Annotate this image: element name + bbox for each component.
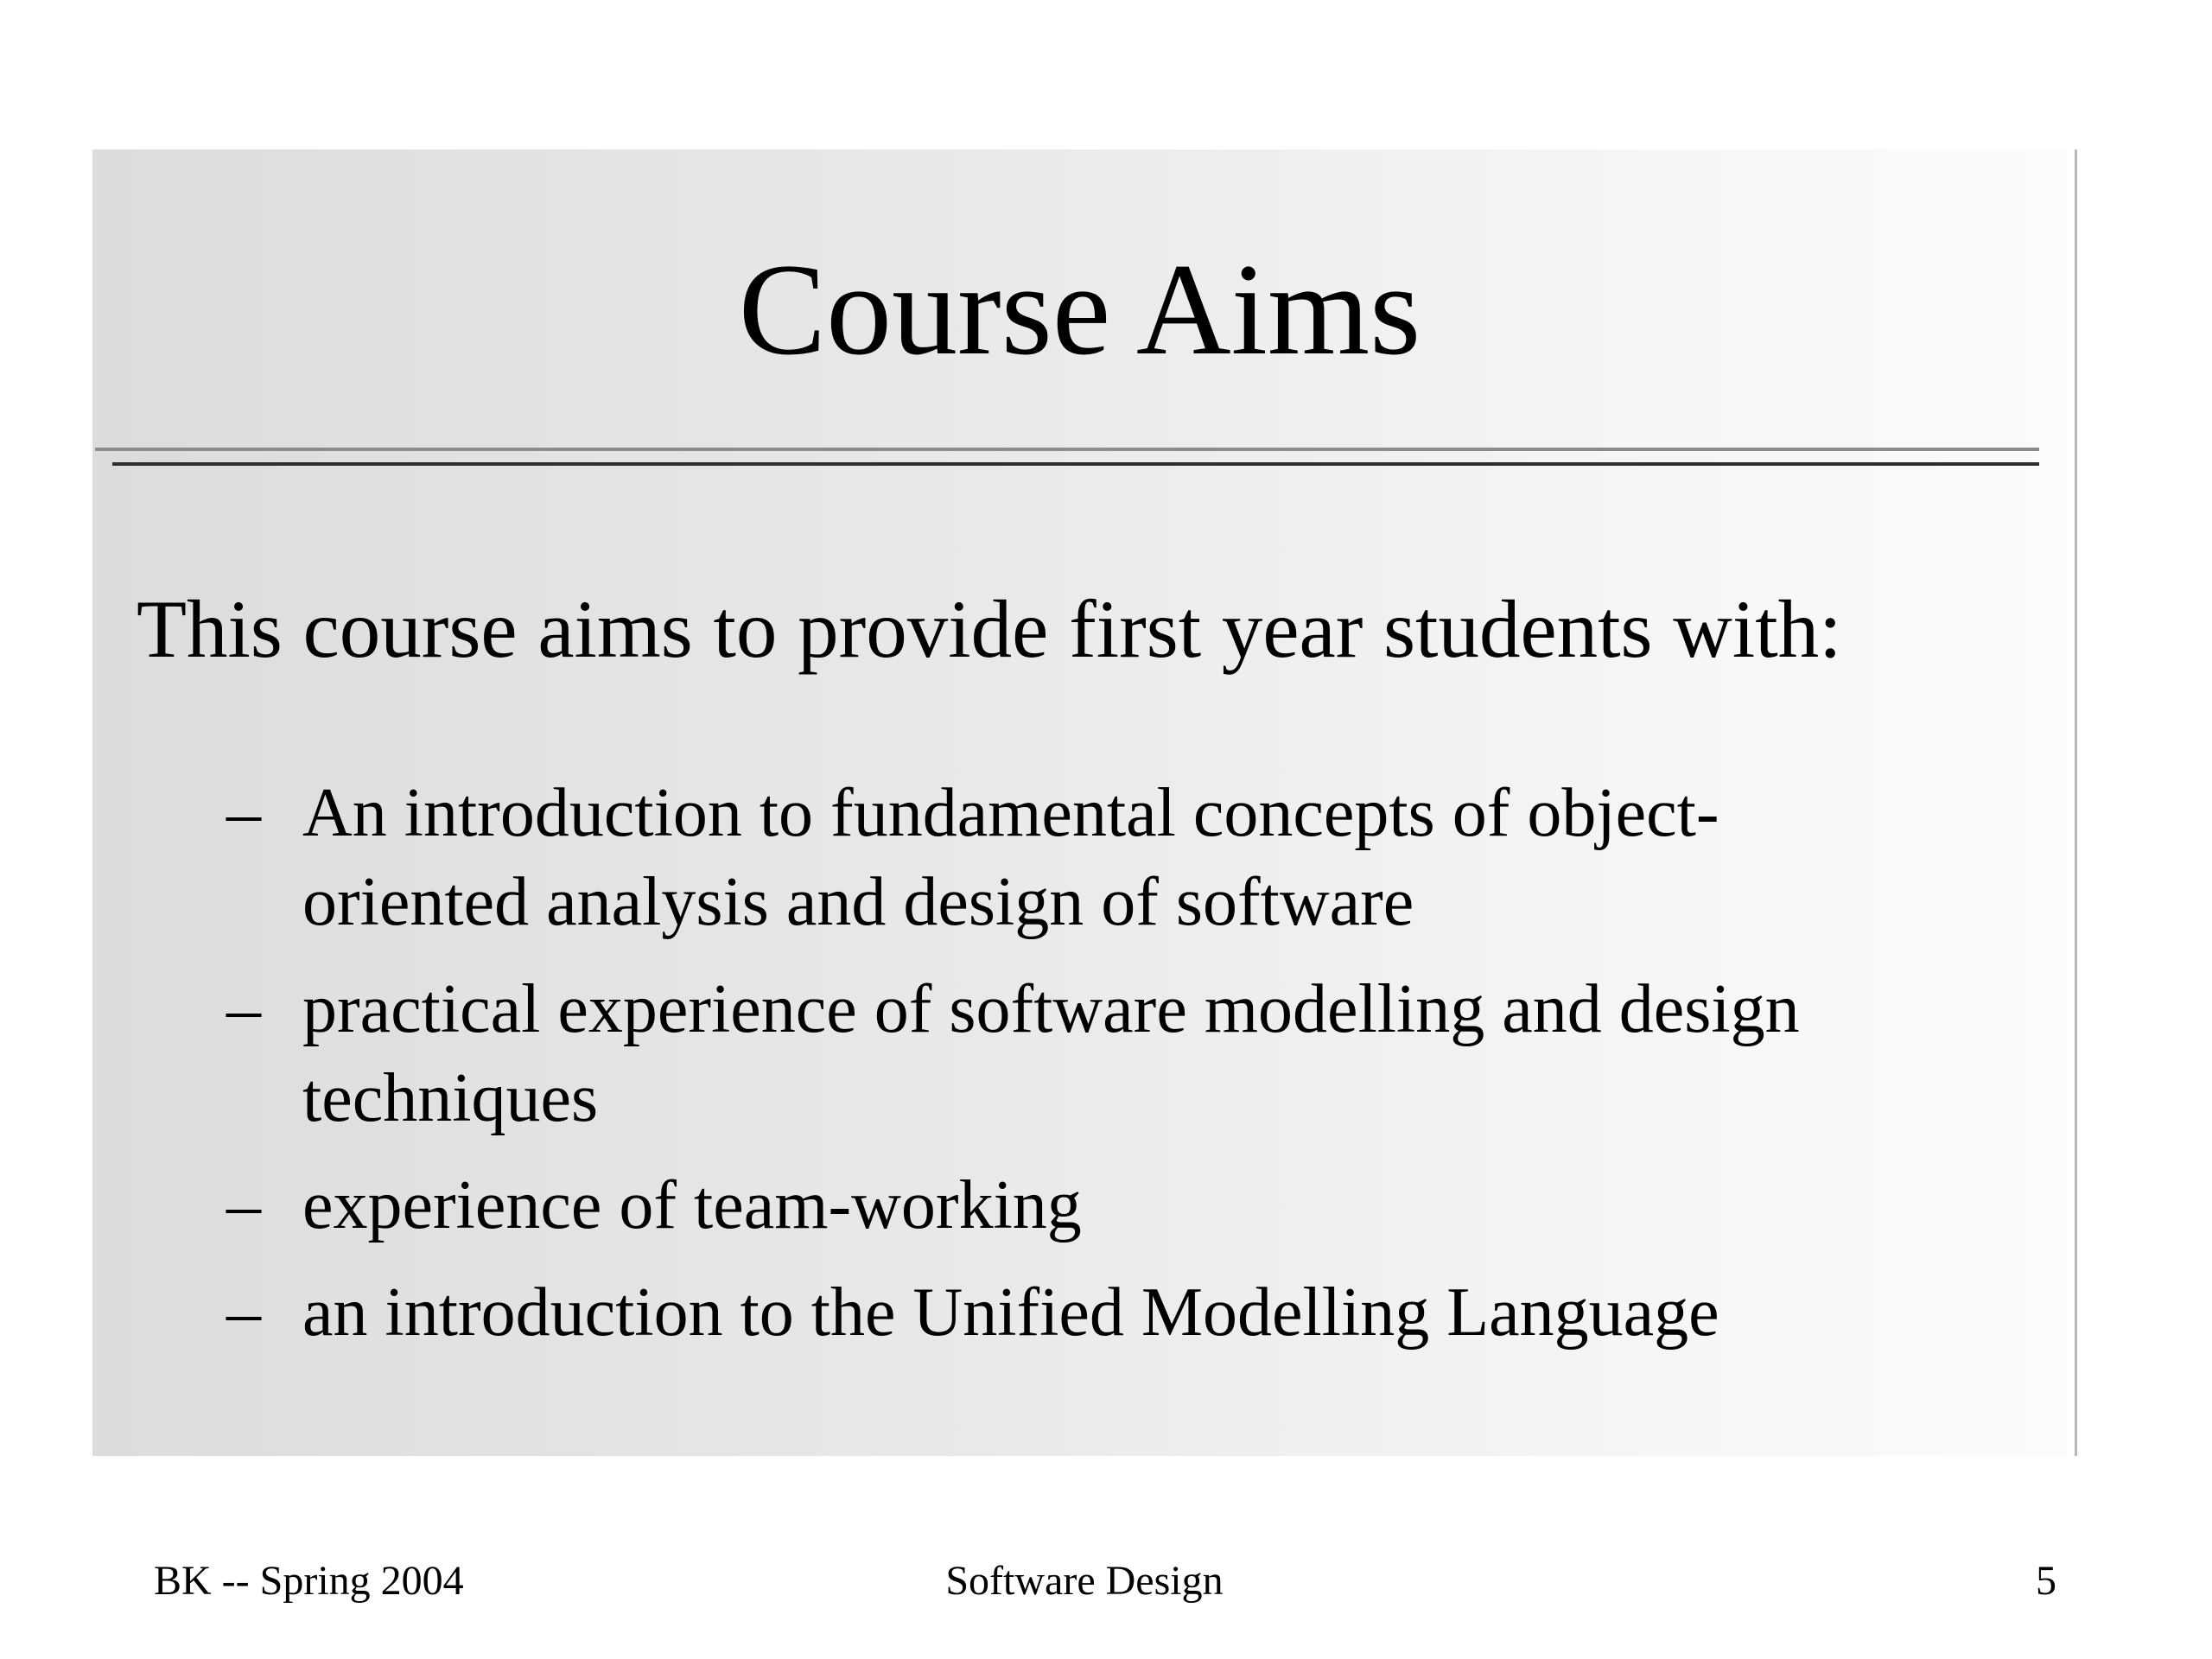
list-item — [226, 965, 2006, 1143]
aims-list — [226, 769, 2006, 1376]
title-divider-upper — [95, 448, 2039, 451]
dash-bullet-icon: – — [226, 971, 261, 1047]
list-item-text: experience of team-working — [302, 1167, 1082, 1243]
dash-bullet-icon: – — [226, 1167, 261, 1243]
list-item — [226, 769, 2006, 947]
footer-author-date: BK -- Spring 2004 — [154, 1558, 464, 1604]
title-divider-lower — [112, 462, 2039, 466]
dash-bullet-icon: – — [226, 1274, 261, 1351]
panel-right-edge-line — [2075, 149, 2077, 1456]
list-item-text: practical experience of software modelling and design techniques — [302, 971, 1800, 1136]
slide-title: Course Aims — [738, 237, 1421, 382]
dash-bullet-icon: – — [226, 775, 261, 851]
footer-page-number: 5 — [2036, 1558, 2056, 1604]
list-item — [226, 1161, 2006, 1250]
intro-text: This course aims to provide first year students with: — [137, 583, 1842, 675]
list-item — [226, 1268, 2006, 1357]
list-item-text: an introduction to the Unified Modelling Language — [302, 1274, 1719, 1351]
footer-course-name: Software Design — [945, 1558, 1224, 1604]
list-item-text: An introduction to fundamental concepts of object- oriented analysis and design of software — [302, 775, 1719, 940]
